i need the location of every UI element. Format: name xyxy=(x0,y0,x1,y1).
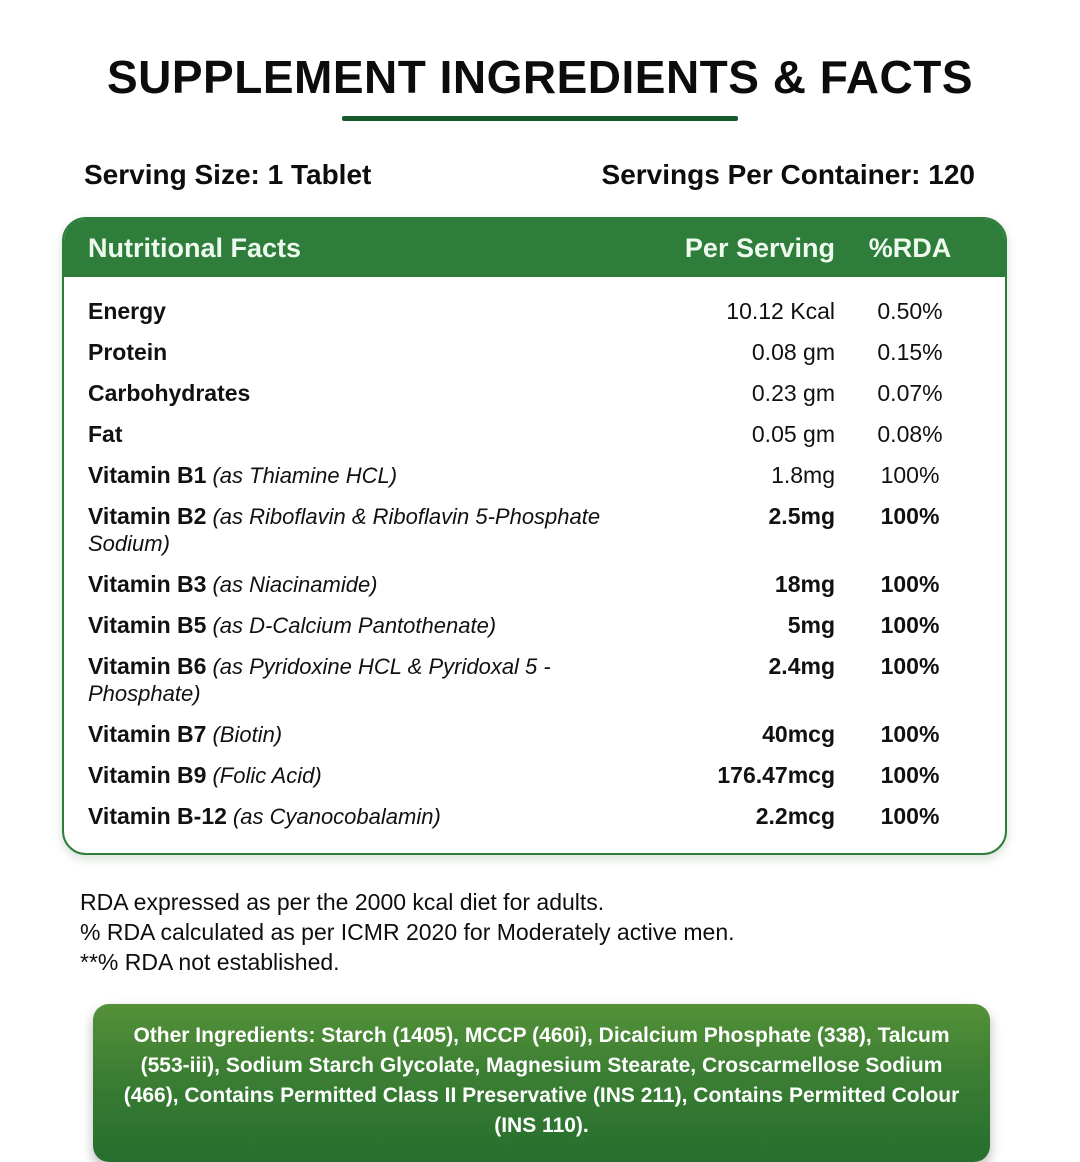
rda-note-line: **% RDA not established. xyxy=(80,949,340,975)
nutrient-source-detail: (as D-Calcium Pantothenate) xyxy=(212,613,497,638)
supplement-label xyxy=(0,50,1080,1137)
nutrient-name: Vitamin B5 xyxy=(88,612,207,638)
table-row xyxy=(64,455,1005,496)
table-row xyxy=(64,605,1005,646)
serving-info xyxy=(84,159,975,191)
per-serving-value: 176.47mcg xyxy=(717,762,835,788)
nutrient-name-cell xyxy=(88,653,660,707)
nutrient-name-cell xyxy=(88,721,660,748)
nutrient-name: Vitamin B1 xyxy=(88,462,207,488)
rda-value: 0.08% xyxy=(877,421,943,447)
per-serving-value: 2.4mg xyxy=(768,653,835,679)
per-serving-value: 0.23 gm xyxy=(751,380,835,406)
table-row xyxy=(64,564,1005,605)
rda-value: 0.15% xyxy=(877,339,943,365)
rda-notes xyxy=(80,887,1080,977)
nutrient-name-cell xyxy=(88,339,660,366)
nutrient-name: Protein xyxy=(88,339,168,365)
nutrient-source-detail: (Biotin) xyxy=(212,722,283,747)
rda-value: 100% xyxy=(880,571,940,597)
nutrition-facts-header xyxy=(64,219,1005,277)
nutrient-name: Fat xyxy=(88,421,123,447)
nutrient-source-detail: (as Pyridoxine HCL & Pyridoxal 5 - Phosphate) xyxy=(88,654,551,706)
rda-value: 100% xyxy=(880,503,940,529)
other-ingredients-box xyxy=(93,1004,990,1162)
per-serving-value: 2.5mg xyxy=(768,503,835,529)
per-serving-value: 2.2mcg xyxy=(755,803,835,829)
nutrient-source-detail: (as Cyanocobalamin) xyxy=(232,804,441,829)
per-serving-value: 40mcg xyxy=(762,721,835,747)
nutrient-name: Vitamin B3 xyxy=(88,571,207,597)
rda-note-line: % RDA calculated as per ICMR 2020 for Moderately active men. xyxy=(80,919,735,945)
title-underline xyxy=(342,116,738,121)
header-rda: %RDA xyxy=(868,232,952,263)
header-per-serving: Per Serving xyxy=(684,232,835,263)
rda-value: 100% xyxy=(880,762,940,788)
nutrient-name-cell xyxy=(88,762,660,789)
nutrient-name-cell xyxy=(88,380,660,407)
rda-value: 100% xyxy=(880,803,940,829)
nutrient-source-detail: (as Riboflavin & Riboflavin 5-Phosphate Sodium) xyxy=(88,504,601,556)
rda-value: 0.50% xyxy=(877,298,943,324)
nutrient-name-cell xyxy=(88,571,660,598)
per-serving-value: 5mg xyxy=(787,612,835,638)
nutrient-name: Carbohydrates xyxy=(88,380,251,406)
nutrient-name: Energy xyxy=(88,298,166,324)
table-body xyxy=(64,277,1005,853)
nutrient-name-cell xyxy=(88,612,660,639)
nutrient-name-cell xyxy=(88,462,660,489)
page-title: SUPPLEMENT INGREDIENTS & FACTS xyxy=(106,51,974,103)
nutrient-name-cell xyxy=(88,421,660,448)
table-row xyxy=(64,373,1005,414)
nutrient-name: Vitamin B9 xyxy=(88,762,207,788)
serving-size-label: Serving Size: 1 Tablet xyxy=(84,159,372,190)
nutrient-source-detail: (Folic Acid) xyxy=(212,763,322,788)
rda-value: 100% xyxy=(880,462,940,488)
nutrient-name: Vitamin B6 xyxy=(88,653,207,679)
table-row xyxy=(64,646,1005,714)
per-serving-value: 18mg xyxy=(774,571,835,597)
nutrient-name-cell xyxy=(88,803,660,830)
table-row xyxy=(64,796,1005,837)
nutrient-source-detail: (as Thiamine HCL) xyxy=(212,463,398,488)
servings-per-container-label: Servings Per Container: 120 xyxy=(601,159,975,190)
header-nutritional-facts: Nutritional Facts xyxy=(88,232,302,263)
nutrient-name: Vitamin B7 xyxy=(88,721,207,747)
table-row xyxy=(64,496,1005,564)
per-serving-value: 10.12 Kcal xyxy=(726,298,835,324)
rda-value: 0.07% xyxy=(877,380,943,406)
other-ingredients-text: Other Ingredients: Starch (1405), MCCP (460i), Dicalcium Phosphate (338), Talcum (553-iii), Sodium Starch Glycolate, Magnesium Stearate, Croscarmellose Sodium (466), Contains Permitted Class II Preservative (INS 211), Contains Permitted Colour (INS 110). xyxy=(123,1024,960,1137)
per-serving-value: 0.05 gm xyxy=(751,421,835,447)
table-row xyxy=(64,714,1005,755)
nutrient-name: Vitamin B-12 xyxy=(88,803,227,829)
per-serving-value: 0.08 gm xyxy=(751,339,835,365)
table-row xyxy=(64,414,1005,455)
table-row xyxy=(64,291,1005,332)
rda-value: 100% xyxy=(880,653,940,679)
rda-note-line: RDA expressed as per the 2000 kcal diet for adults. xyxy=(80,889,605,915)
rda-value: 100% xyxy=(880,721,940,747)
table-row xyxy=(64,755,1005,796)
rda-value: 100% xyxy=(880,612,940,638)
nutrient-name: Vitamin B2 xyxy=(88,503,207,529)
nutrient-name-cell xyxy=(88,298,660,325)
nutrition-facts-panel xyxy=(62,217,1007,855)
nutrient-source-detail: (as Niacinamide) xyxy=(212,572,378,597)
table-row xyxy=(64,332,1005,373)
per-serving-value: 1.8mg xyxy=(771,462,835,488)
nutrient-name-cell xyxy=(88,503,660,557)
